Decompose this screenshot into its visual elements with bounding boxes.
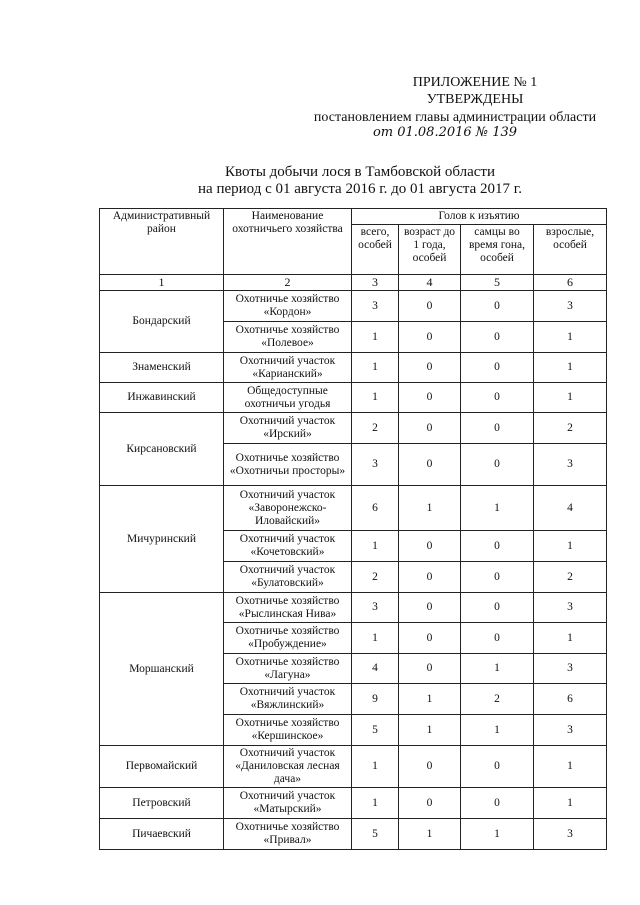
table-row [100,291,607,322]
total-cell: 1 [352,531,399,562]
table-row [100,353,607,383]
total-cell: 1 [352,383,399,413]
column-number: 1 [100,275,224,291]
males-cell: 0 [461,746,534,788]
district-cell: Бондарский [100,291,224,353]
column-number: 2 [224,275,352,291]
farm-cell: Охотничье хозяйство «Привал» [224,819,352,850]
young-cell: 0 [399,623,461,654]
farm-cell: Охотничье хозяйство «Полевое» [224,322,352,353]
young-cell: 0 [399,593,461,623]
header-young: возраст до 1 года, особей [399,225,461,275]
approved-label: УТВЕРЖДЕНЫ [426,92,524,107]
adults-cell: 1 [534,383,607,413]
document-subtitle: на период с 01 августа 2016 г. до 01 августа 2017 г. [198,181,522,197]
column-number: 4 [399,275,461,291]
farm-cell: Охотничий участок «Заворонежско-Иловайский» [224,486,352,531]
handwritten-signature-date: от 01.08.2016 № 139 [372,125,518,140]
adults-cell: 1 [534,531,607,562]
adults-cell: 1 [534,746,607,788]
males-cell: 0 [461,383,534,413]
young-cell: 0 [399,322,461,353]
district-cell: Кирсановский [100,413,224,486]
header-farm: Наименование охотничьего хозяйства [224,209,352,275]
farm-cell: Охотничье хозяйство «Кордон» [224,291,352,322]
total-cell: 2 [352,413,399,444]
young-cell: 0 [399,444,461,486]
adults-cell: 3 [534,819,607,850]
adults-cell: 3 [534,593,607,623]
document-title: Квоты добычи лося в Тамбовской области [225,164,495,180]
column-number: 3 [352,275,399,291]
adults-cell: 3 [534,715,607,746]
adults-cell: 1 [534,788,607,819]
total-cell: 1 [352,623,399,654]
males-cell: 0 [461,593,534,623]
males-cell: 1 [461,819,534,850]
young-cell: 1 [399,486,461,531]
young-cell: 0 [399,562,461,593]
adults-cell: 3 [534,444,607,486]
quota-table [99,208,607,850]
adults-cell: 4 [534,486,607,531]
table-row [100,593,607,623]
males-cell: 1 [461,654,534,684]
young-cell: 0 [399,654,461,684]
males-cell: 1 [461,715,534,746]
adults-cell: 3 [534,291,607,322]
header-males: самцы во время гона, особей [461,225,534,275]
farm-cell: Общедоступные охотничьи угодья [224,383,352,413]
farm-cell: Охотничий участок «Ирский» [224,413,352,444]
table-row [100,486,607,531]
farm-cell: Охотничье хозяйство «Пробуждение» [224,623,352,654]
adults-cell: 1 [534,623,607,654]
table-row [100,746,607,788]
males-cell: 0 [461,291,534,322]
header-heads: Голов к изъятию [352,209,607,225]
young-cell: 0 [399,531,461,562]
young-cell: 0 [399,383,461,413]
column-number-row [100,275,607,291]
males-cell: 0 [461,444,534,486]
farm-cell: Охотничье хозяйство «Охотничьи просторы» [224,444,352,486]
total-cell: 5 [352,715,399,746]
total-cell: 6 [352,486,399,531]
farm-cell: Охотничий участок «Матырский» [224,788,352,819]
decree-label: постановлением главы администрации области [313,110,597,125]
total-cell: 1 [352,746,399,788]
farm-cell: Охотничий участок «Кочетовский» [224,531,352,562]
males-cell: 1 [461,486,534,531]
table-row [100,383,607,413]
table-row [100,788,607,819]
table-row [100,819,607,850]
males-cell: 0 [461,531,534,562]
farm-cell: Охотничье хозяйство «Рыслинская Нива» [224,593,352,623]
young-cell: 0 [399,413,461,444]
total-cell: 1 [352,353,399,383]
district-cell: Моршанский [100,593,224,746]
young-cell: 0 [399,788,461,819]
young-cell: 1 [399,819,461,850]
district-cell: Петровский [100,788,224,819]
males-cell: 0 [461,788,534,819]
males-cell: 0 [461,562,534,593]
farm-cell: Охотничий участок «Вяжлинский» [224,684,352,715]
young-cell: 0 [399,291,461,322]
total-cell: 3 [352,444,399,486]
farm-cell: Охотничий участок «Карианский» [224,353,352,383]
district-cell: Мичуринский [100,486,224,593]
males-cell: 0 [461,623,534,654]
males-cell: 2 [461,684,534,715]
total-cell: 1 [352,788,399,819]
young-cell: 0 [399,746,461,788]
column-number: 6 [534,275,607,291]
total-cell: 4 [352,654,399,684]
farm-cell: Охотничий участок «Даниловская лесная дача» [224,746,352,788]
males-cell: 0 [461,413,534,444]
header-total: всего, особей [352,225,399,275]
district-cell: Знаменский [100,353,224,383]
total-cell: 3 [352,593,399,623]
farm-cell: Охотничий участок «Булатовский» [224,562,352,593]
header-adults: взрослые, особей [534,225,607,275]
district-cell: Инжавинский [100,383,224,413]
adults-cell: 2 [534,562,607,593]
adults-cell: 1 [534,353,607,383]
adults-cell: 1 [534,322,607,353]
adults-cell: 6 [534,684,607,715]
district-cell: Первомайский [100,746,224,788]
appendix-label: ПРИЛОЖЕНИЕ № 1 [412,75,538,90]
adults-cell: 2 [534,413,607,444]
young-cell: 1 [399,715,461,746]
young-cell: 0 [399,353,461,383]
district-cell: Пичаевский [100,819,224,850]
young-cell: 1 [399,684,461,715]
table-body [100,291,607,850]
adults-cell: 3 [534,654,607,684]
column-number: 5 [461,275,534,291]
total-cell: 5 [352,819,399,850]
farm-cell: Охотничье хозяйство «Лагуна» [224,654,352,684]
males-cell: 0 [461,353,534,383]
total-cell: 2 [352,562,399,593]
males-cell: 0 [461,322,534,353]
total-cell: 1 [352,322,399,353]
header-district: Административный район [100,209,224,275]
total-cell: 9 [352,684,399,715]
total-cell: 3 [352,291,399,322]
farm-cell: Охотничье хозяйство «Кершинское» [224,715,352,746]
table-row [100,413,607,444]
